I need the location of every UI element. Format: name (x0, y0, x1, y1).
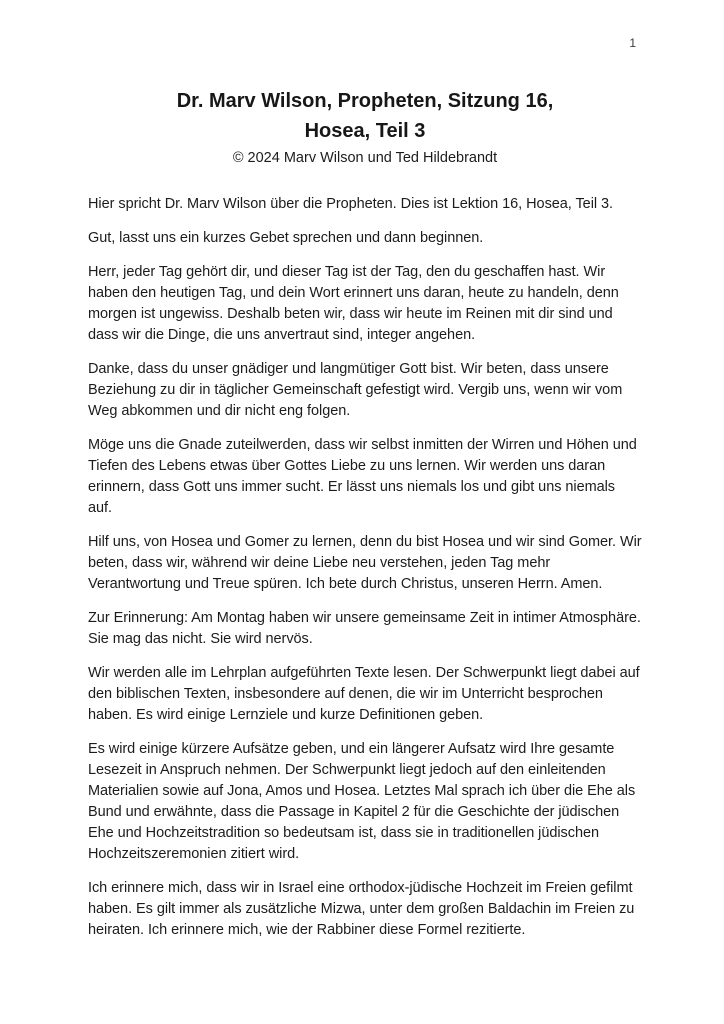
paragraph-prayer-3: Möge uns die Gnade zuteilwerden, dass wir selbst inmitten der Wirren und Höhen und Tiefen des Lebens etwas über Gottes Liebe zu uns lernen. Wir werden uns daran erinnern, dass Gott uns immer sucht. Er lässt uns niemals los und gibt uns niemals auf. (88, 437, 637, 516)
paragraph-essays: Es wird einige kürzere Aufsätze geben, und ein längerer Aufsatz wird Ihre gesamte Lesezeit in Anspruch nehmen. Der Schwerpunkt liegt jedoch auf den einleitenden Materialien sowie auf Jona, Amos und Hosea. Letztes Mal sprach ich über die Ehe als Bund und erwähnte, dass die Passage in Kapitel 2 für die Geschichte der jüdischen Ehe und Hochzeitstradition so bedeutsam ist, dass sie in traditionellen jüdischen Hochzeitszeremonien zitiert wird. (88, 741, 636, 862)
document-title (88, 86, 642, 146)
paragraph-intro: Hier spricht Dr. Marv Wilson über die Propheten. Dies ist Lektion 16, Hosea, Teil 3. (88, 196, 614, 212)
copyright-line: © 2024 Marv Wilson und Ted Hildebrandt (232, 150, 498, 166)
paragraph-reminder: Zur Erinnerung: Am Montag haben wir unsere gemeinsame Zeit in intimer Atmosphäre. Sie mag das nicht. Sie wird nervös. (88, 610, 641, 647)
paragraph-prayer-4: Hilf uns, von Hosea und Gomer zu lernen, denn du bist Hosea und wir sind Gomer. Wir beten, dass wir, während wir deine Liebe neu verstehen, jeden Tag mehr Verantwortung und Treue spüren. Ich bete durch Christus, unseren Herrn. Amen. (88, 534, 642, 592)
paragraph-prayer-1: Herr, jeder Tag gehört dir, und dieser Tag ist der Tag, den du geschaffen hast. Wir haben den heutigen Tag, und dein Wort erinnert uns daran, heute zu handeln, denn morgen ist ungewiss. Deshalb beten wir, dass wir heute im Reinen mit dir sind und dass wir die Dinge, die uns anvertraut sind, integer angehen. (88, 264, 619, 343)
paragraph-wedding: Ich erinnere mich, dass wir in Israel eine orthodox-jüdische Hochzeit im Freien gefilmt haben. Es gilt immer als zusätzliche Mizwa, unter dem großen Baldachin im Freien zu heiraten. Ich erinnere mich, wie der Rabbiner diese Formel rezitierte. (88, 880, 635, 938)
paragraph-prayer-2: Danke, dass du unser gnädiger und langmütiger Gott bist. Wir beten, dass unsere Beziehung zu dir in täglicher Gemeinschaft gefestigt wird. Vergib uns, wenn wir vom Weg abkommen und dir nicht eng folgen. (88, 361, 623, 419)
title-line-1: Dr. Marv Wilson, Propheten, Sitzung 16, (176, 90, 554, 112)
document-body (88, 194, 642, 941)
paragraph-syllabus: Wir werden alle im Lehrplan aufgeführten Texte lesen. Der Schwerpunkt liegt dabei auf den biblischen Texten, insbesondere auf denen, die wir im Unterricht besprochen haben. Es wird einige Lernziele und kurze Definitionen geben. (88, 665, 640, 723)
page-number: 1 (629, 36, 636, 50)
paragraph-prayer-invite: Gut, lasst uns ein kurzes Gebet sprechen und dann beginnen. (88, 230, 484, 246)
title-line-2: Hosea, Teil 3 (304, 120, 426, 142)
